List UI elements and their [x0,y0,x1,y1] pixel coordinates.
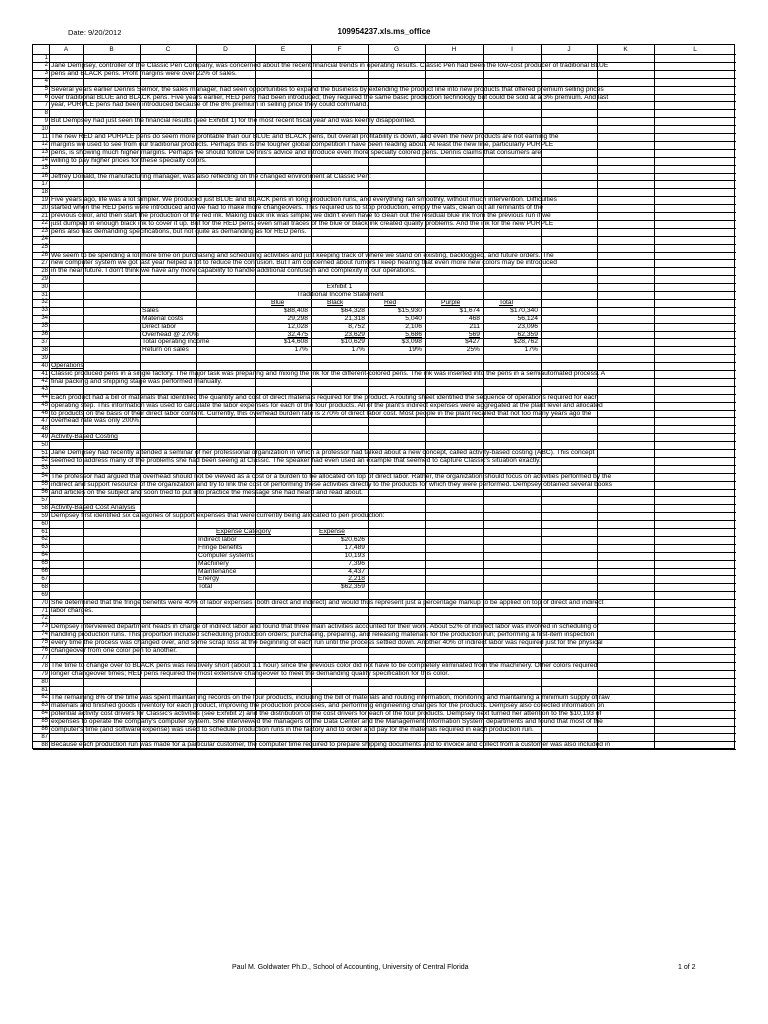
expense-category-header: Expense Category [216,528,272,535]
row-number[interactable]: 71 [41,607,48,614]
header-date: Date: 9/20/2012 [68,28,122,37]
row-number[interactable]: 10 [41,125,48,132]
exhibit-row-label: Sales [142,306,159,314]
row-number[interactable]: 36 [41,331,48,337]
exhibit-value: $170,340 [510,306,538,314]
row-divider [33,109,736,110]
row-number[interactable]: 33 [41,307,48,314]
exhibit-row-label: Overhead @ 270% [142,330,199,338]
row-number[interactable]: 19 [41,196,48,203]
text-line: overhead rate was only 200%. [51,417,141,425]
row-divider [33,568,736,569]
expense-category: Maintenance [198,567,237,575]
row-divider [33,236,736,237]
text-line: to products on the basis of their direct labor content. Currently, this overhead burden rate is 270% of direct labor cost. Most people in the plant recalled that not too many years ago the [51,409,592,417]
row-number[interactable]: 68 [41,583,48,590]
row-number[interactable]: 75 [41,639,48,646]
row-divider [33,78,736,79]
text-line: willing to pay higher prices for these specialty colors. [51,156,207,164]
text-line: margins we used to see from our traditional products. Perhaps this is the tougher global competition I have been reading about. At least the new line, particularly PURPLE [51,140,554,148]
expense-category: Total [198,583,213,591]
text-line: The remaining 8% of the time was spent maintaining records on the four products, including the bill of materials and routing information, monitoring and maintaining a minimum supply of raw [51,693,610,701]
text-line: Classic produced pens in a single factory. The major task was preparing and mixing the ink for the different-colored pens. The ink was inserted into the pens in a semiautomated process. A [51,370,606,377]
text-line: operating step. This information was used to calculate the labor expenses for each of the four products. All of the plant's indirect expenses were aggregated at the plant level and allocated [51,401,603,409]
text-line: and articles on the subject and soon tried to put into practice the message she had heard and read about. [51,488,363,496]
expense-value: 10,193 [344,551,365,559]
row-number[interactable]: 65 [41,560,48,567]
expense-value: 2,218 [348,575,365,583]
text-line: seemed to address many of the problems she had been seeing at Classic. The speaker had even used an example that seemed to capture Classic's situation exactly. [51,456,541,464]
row-number[interactable]: 56 [41,489,48,495]
row-divider [33,520,736,521]
exhibit-col-blue: Blue [271,298,285,306]
row-divider [33,560,736,561]
row-number[interactable]: 66 [41,568,48,574]
text-line: expenses to operate the company's computer system. She interviewed the managers of the Data Center and the Management Information System departments and found that most of the [51,717,603,725]
row-number[interactable]: 64 [41,552,48,559]
row-number[interactable]: 61 [41,528,48,535]
exhibit-value: $3,098 [401,338,422,346]
row-number[interactable]: 44 [41,394,48,401]
expense-category: Indirect labor [198,535,237,543]
row-number[interactable]: 27 [41,259,48,266]
row-number[interactable]: 55 [41,481,48,488]
row-number[interactable]: 70 [41,599,48,606]
row-number[interactable]: 2 [44,62,48,69]
row-number[interactable]: 62 [41,536,48,543]
text-line: every time the process was changed over, and some scrap loss at the beginning of each run until the process settled down. Another 40% of indirect labor was required just for the physical [51,638,603,646]
row-number[interactable]: 41 [41,370,48,377]
row-number[interactable]: 54 [41,473,48,480]
expense-value: $20,626 [340,535,365,543]
row-number[interactable]: 52 [41,457,48,464]
exhibit-row-label: Return on sales [142,346,189,354]
row-number[interactable]: 1 [44,54,48,61]
row-number[interactable]: 18 [41,188,48,195]
row-number[interactable]: 39 [41,354,48,361]
row-number[interactable]: 14 [41,157,48,164]
row-number[interactable]: 17 [41,180,48,187]
exhibit-value: 23,629 [344,330,365,338]
text-line: Dempsey interviewed department heads in charge of indirect labor and found that three main activities accounted for their work. About 52% of indirect labor was involved in scheduling or [51,622,599,630]
row-divider [33,275,736,276]
column-header-a[interactable]: A [63,46,69,53]
row-number[interactable]: 77 [41,654,48,661]
row-divider [33,591,736,592]
row-number[interactable]: 40 [41,362,48,369]
row-number[interactable]: 53 [41,465,48,472]
text-line: handling production runs. This proportion included scheduling production orders; purchasing, preparing, and releasing materials for the production run; performing a first-item inspection [51,630,595,638]
text-line: Jeffrey Donald, the manufacturing manager, was also reflecting on the changed environment at Classic Pen: [51,172,371,180]
row-number[interactable]: 22 [41,220,48,227]
text-line: We seem to be spending a lot more time on purchasing and scheduling activities and just keeping track of where we stand on existing, backlogged, and future orders. The [51,251,554,259]
row-divider [33,441,736,442]
exhibit-value: 29,298 [287,314,308,322]
row-divider [33,528,736,529]
row-number[interactable]: 32 [41,299,48,306]
exhibit-value: 56,124 [517,314,538,322]
row-number[interactable]: 13 [41,149,48,156]
row-number[interactable]: 80 [41,678,48,685]
row-divider [33,583,736,584]
text-line: Activity-Based Cost Analysis [51,504,136,512]
row-divider [33,544,736,545]
text-line: longer changeover times; RED pens required the most extensive changeover to meet the demanding quality specification for this color. [51,670,450,678]
row-number[interactable]: 47 [41,417,48,424]
text-line: labor charges. [51,607,94,614]
column-header-d[interactable]: D [223,46,228,53]
exhibit-value: $1,674 [459,306,480,314]
row-divider [33,165,736,166]
row-number[interactable]: 15 [41,165,48,172]
text-line: pens and BLACK pens. Profit margins were over 22% of sales. [51,69,237,77]
row-divider [33,244,736,245]
row-divider [33,425,736,426]
text-line: Activity-Based Costing [51,433,118,441]
text-line: Dempsey first identified six categories of support expenses that were currently being allocated to pen production: [51,512,385,520]
exhibit-col-red: Red [384,298,397,306]
text-line: just dumped in enough black ink to cover it up. But for the RED pens, even small traces of the blue or black ink created quality problems. And the ink for the new PURPLE [51,219,554,227]
row-number[interactable]: 4 [44,78,48,85]
footer-page: 1 of 2 [678,964,696,971]
row-number[interactable]: 9 [44,117,48,124]
exhibit-value: 62,359 [517,330,538,338]
row-divider [33,686,736,687]
text-line: changeover from one color pen to another. [51,646,178,654]
row-number[interactable]: 84 [41,710,48,717]
row-number[interactable]: 25 [41,244,48,251]
row-divider [33,125,736,126]
exhibit-value: 21,318 [344,314,365,322]
row-number[interactable]: 60 [41,520,48,527]
header-row-divider [33,54,736,55]
header-title: 109954237.xls.ms_office [337,27,431,36]
exhibit-value: 468 [468,314,480,322]
expense-value: 7,396 [348,559,365,567]
text-line: Because each production run was made for a particular customer, the computer time required to prepare shipping documents and to invoice and collect from a customer was also included in [51,741,611,749]
row-divider [33,749,736,750]
row-number[interactable]: 38 [41,346,48,353]
row-divider [33,354,736,355]
text-line: potential activity cost drivers for Classic's activities (see Exhibit 2) and the distribution of the cost drivers for each of the four products. Dempsey next turned her attention to the $10,193 of [51,709,602,717]
exhibit-value: 8,752 [348,322,365,330]
row-number[interactable]: 83 [41,702,48,709]
row-number[interactable]: 30 [41,283,48,290]
column-header-i[interactable]: I [511,46,513,53]
row-number[interactable]: 58 [41,504,48,511]
row-divider [33,575,736,576]
text-line: She determined that the fringe benefits were 40% of labor expenses (both direct and indirect) and would thus represent just a percentage markup to be applied on top of direct and indirect [51,599,604,607]
column-header-k[interactable]: K [623,46,628,53]
row-number[interactable]: 42 [41,378,48,385]
row-divider [33,496,736,497]
column-header-g[interactable]: G [393,46,400,53]
row-number[interactable]: 24 [41,236,48,243]
exhibit-value: $64,328 [340,306,365,314]
exhibit-value: $88,408 [283,306,308,314]
exhibit-col-black: Black [327,298,344,306]
text-line: Several years earlier Dennis Selmor, the sales manager, had seen opportunities to expand the business by extending the product line into new products that offered premium selling prices [51,85,604,93]
row-number[interactable]: 46 [41,410,48,416]
exhibit-col-purple: Purple [441,298,461,306]
row-number[interactable]: 79 [41,670,48,677]
exhibit-value: 211 [469,322,480,330]
text-line: new computer system we got last year helped a lot to reduce the confusion. But I am concerned about rumors I keep hearing that even more new colors may be introduced [51,259,557,267]
row-number[interactable]: 26 [41,252,48,258]
text-line: computer's time (and software expense) was used to schedule production runs in the factory and to order and pay for the materials required in each production run. [51,725,534,733]
expense-category: Machinery [198,559,229,567]
row-number[interactable]: 73 [41,623,48,630]
row-divider [33,465,736,466]
exhibit-value: 32,475 [287,330,308,338]
column-header-j[interactable]: J [567,46,571,53]
row-number[interactable]: 78 [41,662,48,669]
exhibit-value: 12,028 [287,322,308,330]
exhibit-value: 23,096 [517,322,538,330]
row-number[interactable]: 20 [41,204,48,211]
column-divider [49,45,50,748]
exhibit-value: 5,686 [405,330,422,338]
exhibit-value: 25% [466,346,480,354]
row-number[interactable]: 43 [41,386,48,393]
row-number[interactable]: 3 [44,70,48,77]
expense-value: 17,489 [344,543,365,551]
row-divider [33,283,736,284]
row-number[interactable]: 82 [41,694,48,701]
row-divider [33,733,736,734]
exhibit-value: 5,040 [405,314,422,322]
text-line: indirect and support resource of the organization and try to link the cost of performing these activities directly to the products for which they were performed. Dempsey obtained several books [51,480,612,488]
text-line: But Dempsey had just seen the financial results (see Exhibit 1) for the most recent fiscal year and was keenly disappointed. [51,117,416,125]
row-number[interactable]: 23 [41,228,48,235]
row-number[interactable]: 35 [41,323,48,330]
row-divider [33,180,736,181]
row-number[interactable]: 11 [41,133,48,140]
text-line: in the near future. I don't think we have any more capability to handle additional confusion and complexity in our operations. [51,267,416,275]
row-number[interactable]: 37 [41,338,48,345]
column-header-l[interactable]: L [693,46,697,53]
row-divider [33,188,736,189]
row-number[interactable]: 45 [41,402,48,409]
row-number[interactable]: 16 [41,173,48,179]
row-number[interactable]: 88 [41,741,48,748]
column-header-f[interactable]: F [337,46,342,53]
row-number[interactable]: 28 [41,267,48,274]
exhibit-subtitle: Traditional Income Statement [296,291,384,298]
text-line: previous color, and then start the production of the red ink. Making black ink was simple; we didn't even have to clean out the residual blue ink from the previous run if we [51,212,551,219]
text-line: Each product had a bill of materials that identified the quantity and cost of direct materials required for the product. A routing sheet identified the sequence of operations required for each [51,393,599,401]
text-line: The professor had argued that overhead should not be viewed as a cost or a burden to be allocated on top of direct labor. Rather, the organization should focus on activities performed by the [51,472,612,480]
row-number[interactable]: 85 [41,718,48,725]
footer-author: Paul M. Goldwater Ph.D., School of Accounting, University of Central Florida [232,964,469,971]
row-number[interactable]: 81 [41,686,48,693]
row-divider [33,386,736,387]
row-divider [33,615,736,616]
row-number[interactable]: 31 [41,291,48,298]
exhibit-value: 17% [524,346,538,354]
expense-header: Expense [319,528,346,535]
row-number[interactable]: 74 [41,631,48,638]
expense-category: Fringe benefits [198,543,243,551]
text-line: Jane Dempsey, controller of the Classic Pen Company, was concerned about the recent financial trends in operating results. Classic Pen had been the low-cost producer of traditional BLUE [51,61,609,69]
row-number[interactable]: 49 [41,433,48,440]
exhibit-value: $14,608 [283,338,308,346]
row-number[interactable]: 21 [41,212,48,219]
exhibit-row-label: Material costs [142,314,184,322]
text-line: The time to change over to BLACK pens was relatively short (about 1.1 hour) since the previous color did not have to be completely eliminated from the machinery. Other colors required [51,662,598,670]
row-number[interactable]: 48 [41,425,48,432]
expense-category: Computer systems [198,551,254,559]
text-line: materials and finished goods inventory for each product, improving the production processes, and performing engineering changes for the products. Dempsey also collected information on [51,701,605,709]
row-number[interactable]: 67 [41,575,48,582]
row-number[interactable]: 7 [44,101,48,108]
row-number[interactable]: 29 [41,275,48,282]
text-line: over traditional BLUE and BLACK pens. Five years earlier, RED pens had been introduced; they required the same basic production technology but could be sold at a 3% premium. And last [51,93,609,101]
exhibit-value: $15,930 [397,306,422,314]
exhibit-value: 569 [468,330,480,338]
exhibit-col-total: Total [499,298,514,306]
expense-value: $62,359 [340,583,365,591]
row-number[interactable]: 63 [41,544,48,551]
row-number[interactable]: 12 [41,141,48,148]
exhibit-value: $28,762 [513,338,538,346]
exhibit-value: 17% [351,346,365,354]
text-line: Five years ago, life was a lot simpler. We produced just BLUE and BLACK pens in long production runs, and everything ran smoothly, without much intervention. Difficulties [51,196,557,204]
exhibit-row-label: Total operating income [142,338,210,346]
column-header-c[interactable]: C [165,46,171,53]
row-number[interactable]: 34 [41,315,48,322]
exhibit-value: 17% [294,346,308,354]
text-line: The new RED and PURPLE pens do seem more profitable than our BLUE and BLACK pens, but overall profitability is down, and even the new products are not earning the [51,133,559,140]
row-number[interactable]: 69 [41,591,48,598]
text-line: pens, is showing much higher margins. Perhaps we should follow Dennis's advice and introduce even more specialty colored pens. Dennis claims that consumers are [51,148,542,156]
text-line: pens also has demanding specifications, but not quite as demanding as for RED pens. [51,227,307,235]
row-number[interactable]: 59 [41,512,48,519]
row-number[interactable]: 87 [41,733,48,740]
exhibit-title: Exhibit 1 [326,283,353,291]
text-line: final packing and shipping stage was performed manually. [51,377,223,385]
row-divider [33,536,736,537]
exhibit-value: 19% [408,346,422,354]
column-header-b[interactable]: B [109,46,114,53]
column-header-h[interactable]: H [451,46,457,53]
text-line: Jane Dempsey had recently attended a seminar of her professional organization in which a professor had talked about a new concept, called activity-based costing (ABC). This concept [51,449,595,456]
exhibit-row-label: Direct labor [142,322,177,330]
row-divider [33,552,736,553]
exhibit-value: $10,629 [340,338,365,346]
text-line: Operations [51,362,84,370]
spreadsheet-grid[interactable] [32,44,735,749]
row-number[interactable]: 57 [41,496,48,503]
text-line: started when the RED pens were introduced and we had to make more changeovers. This required us to stop production, empty the vats, clean out all remnants of the [51,204,544,212]
row-divider [33,654,736,655]
row-number[interactable]: 50 [41,441,48,448]
row-divider [33,678,736,679]
row-number[interactable]: 6 [44,94,48,100]
row-number[interactable]: 86 [41,726,48,732]
exhibit-value: 2,106 [405,322,422,330]
row-number[interactable]: 76 [41,647,48,653]
row-number[interactable]: 72 [41,615,48,622]
row-number[interactable]: 5 [44,86,48,93]
text-line: year, PURPLE pens had been introduced because of the 8% premium in selling price they could command. [51,101,369,109]
expense-value: 4,437 [348,567,365,575]
expense-category: Energy [198,575,220,583]
exhibit-value: $427 [465,338,480,346]
column-header-e[interactable]: E [280,46,286,53]
row-number[interactable]: 51 [41,449,48,456]
row-number[interactable]: 8 [44,109,48,116]
